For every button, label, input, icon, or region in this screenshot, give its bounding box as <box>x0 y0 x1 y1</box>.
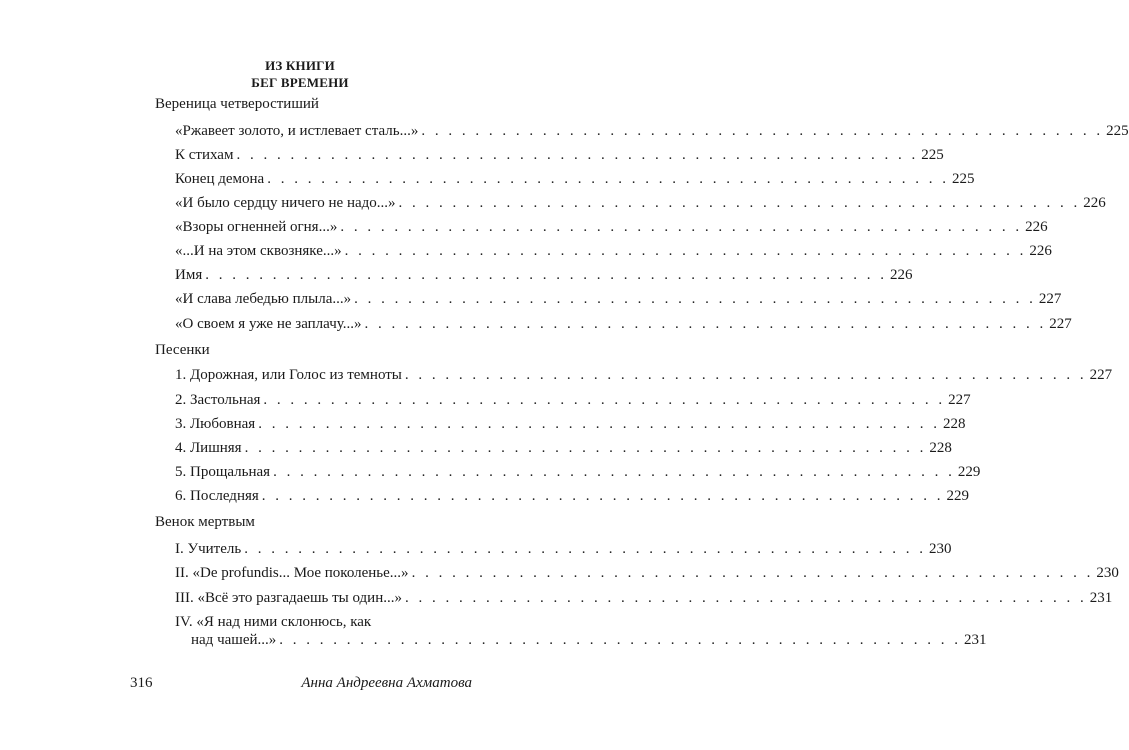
toc-entry-title: II. «De profundis... Мое поколенье...» <box>175 565 409 581</box>
toc-entry <box>175 439 952 457</box>
toc-entry-page: 226 <box>1025 219 1048 235</box>
toc-entry <box>175 315 1072 333</box>
toc-entry <box>175 391 971 409</box>
section-title: Песенки <box>155 342 210 358</box>
section-title: Венок мертвым <box>155 514 255 530</box>
toc-entry-page: 228 <box>942 416 966 432</box>
toc-entry-page: 227 <box>1049 316 1072 332</box>
toc-entry-title: «Взоры огненней огня...» <box>175 219 338 235</box>
toc-entry <box>175 463 981 481</box>
toc-entry-page: 229 <box>957 464 981 480</box>
toc-entry <box>175 540 952 558</box>
toc-entry-title: «...И на этом сквозняке...» <box>175 243 342 259</box>
toc-entry-page: 227 <box>1038 291 1062 307</box>
toc-entry-page: 226 <box>889 267 913 283</box>
dot-leader: . . . . . . . . . . . . . . . . . . . . . . . . . . . . . . . . . . . . . . . . . . . . . . . . . . . <box>421 123 1104 139</box>
dot-leader: . . . . . . . . . . . . . . . . . . . . . . . . . . . . . . . . . . . . . . . . . . . . . . . . . . . <box>404 590 1087 606</box>
toc-entry-title-line2: над чашей...» <box>191 632 277 648</box>
toc-entry-title: «И было сердцу ничего не надо...» <box>175 195 396 211</box>
toc-entry-page: 225 <box>951 171 975 187</box>
dot-leader: . . . . . . . . . . . . . . . . . . . . . . . . . . . . . . . . . . . . . . . . . . . . . . . . . . . <box>273 464 955 480</box>
toc-entry <box>175 170 975 188</box>
toc-entry-page: 228 <box>929 440 952 456</box>
dot-leader: . . . . . . . . . . . . . . . . . . . . . . . . . . . . . . . . . . . . . . . . . . . . . . . . . . . <box>344 243 1027 259</box>
dot-leader: . . . . . . . . . . . . . . . . . . . . . . . . . . . . . . . . . . . . . . . . . . . . . . . . . . . <box>258 416 940 432</box>
toc-entry-page: 227 <box>948 392 971 408</box>
dot-leader: . . . . . . . . . . . . . . . . . . . . . . . . . . . . . . . . . . . . . . . . . . . . . . . . . . . <box>263 392 946 408</box>
toc-entry-page: 231 <box>964 632 987 648</box>
toc-entry-page: 225 <box>1106 123 1129 139</box>
section-title: Вереница четверостиший <box>155 96 319 112</box>
toc-entry-title: 5. Прощальная <box>175 464 271 480</box>
running-footer-author: Анна Андреевна Ахматова <box>301 675 472 691</box>
dot-leader: . . . . . . . . . . . . . . . . . . . . . . . . . . . . . . . . . . . . . . . . . . . . . . . . . . . <box>236 147 919 163</box>
toc-entry-title: I. Учитель <box>175 541 242 557</box>
toc-entry-title: 4. Лишняя <box>175 440 242 456</box>
toc-entry-page: 230 <box>928 541 952 557</box>
dot-leader: . . . . . . . . . . . . . . . . . . . . . . . . . . . . . . . . . . . . . . . . . . . . . . . . . . . <box>411 565 1094 581</box>
toc-entry-title: 6. Последняя <box>175 488 259 504</box>
dot-leader: . . . . . . . . . . . . . . . . . . . . . . . . . . . . . . . . . . . . . . . . . . . . . . . . . . . <box>340 219 1023 235</box>
toc-entry-title: III. «Всё это разгадаешь ты один...» <box>175 590 402 606</box>
dot-leader: . . . . . . . . . . . . . . . . . . . . . . . . . . . . . . . . . . . . . . . . . . . . . . . . . . . <box>404 367 1087 383</box>
toc-entry <box>175 564 1119 582</box>
toc-entry <box>175 242 1052 260</box>
toc-entry-title: «И слава лебедью плыла...» <box>175 291 352 307</box>
toc-entry <box>175 266 913 284</box>
dot-leader: . . . . . . . . . . . . . . . . . . . . . . . . . . . . . . . . . . . . . . . . . . . . . . . . . . . <box>205 267 887 283</box>
toc-entry-title: «Ржавеет золото, и истлевает сталь...» <box>175 123 419 139</box>
dot-leader: . . . . . . . . . . . . . . . . . . . . . . . . . . . . . . . . . . . . . . . . . . . . . . . . . . . <box>244 440 927 456</box>
dot-leader: . . . . . . . . . . . . . . . . . . . . . . . . . . . . . . . . . . . . . . . . . . . . . . . . . . . <box>279 632 962 648</box>
toc-entry-title-line1: IV. «Я над ними склонюсь, как <box>175 614 372 630</box>
toc-entry-page: 225 <box>921 147 944 163</box>
dot-leader: . . . . . . . . . . . . . . . . . . . . . . . . . . . . . . . . . . . . . . . . . . . . . . . . . . . <box>267 171 949 187</box>
dot-leader: . . . . . . . . . . . . . . . . . . . . . . . . . . . . . . . . . . . . . . . . . . . . . . . . . . . <box>354 291 1036 307</box>
toc-entry <box>191 631 987 649</box>
toc-entry-page: 229 <box>946 488 970 504</box>
toc-entry <box>175 146 944 164</box>
toc-entry <box>175 122 1129 140</box>
dot-leader: . . . . . . . . . . . . . . . . . . . . . . . . . . . . . . . . . . . . . . . . . . . . . . . . . . . <box>261 488 944 504</box>
toc-entry <box>175 487 970 505</box>
dot-leader: . . . . . . . . . . . . . . . . . . . . . . . . . . . . . . . . . . . . . . . . . . . . . . . . . . . <box>398 195 1081 211</box>
toc-entry <box>175 194 1106 212</box>
toc-entry <box>175 218 1048 236</box>
toc-entry <box>175 290 1062 308</box>
toc-entry <box>175 589 1113 607</box>
toc-entry <box>175 366 1113 384</box>
toc-entry-page: 231 <box>1089 590 1113 606</box>
toc-entry-page: 226 <box>1083 195 1106 211</box>
toc-entry-page: 227 <box>1089 367 1113 383</box>
book-heading-line2: БЕГ ВРЕМЕНИ <box>251 75 349 90</box>
toc-entry-title: «О своем я уже не заплачу...» <box>175 316 362 332</box>
dot-leader: . . . . . . . . . . . . . . . . . . . . . . . . . . . . . . . . . . . . . . . . . . . . . . . . . . . <box>364 316 1047 332</box>
toc-entry-title: 1. Дорожная, или Голос из темноты <box>175 367 402 383</box>
toc-entry-title: К стихам <box>175 147 234 163</box>
page-number: 316 <box>130 675 153 691</box>
toc-entry-page: 226 <box>1029 243 1052 259</box>
book-heading-line1: ИЗ КНИГИ <box>265 58 335 73</box>
toc-entry-page: 230 <box>1096 565 1119 581</box>
toc-entry-title: 2. Застольная <box>175 392 261 408</box>
toc-entry-title: 3. Любовная <box>175 416 256 432</box>
dot-leader: . . . . . . . . . . . . . . . . . . . . . . . . . . . . . . . . . . . . . . . . . . . . . . . . . . . <box>244 541 926 557</box>
toc-entry <box>175 415 966 433</box>
toc-entry-title: Конец демона <box>175 171 265 187</box>
toc-entry-title: Имя <box>175 267 203 283</box>
